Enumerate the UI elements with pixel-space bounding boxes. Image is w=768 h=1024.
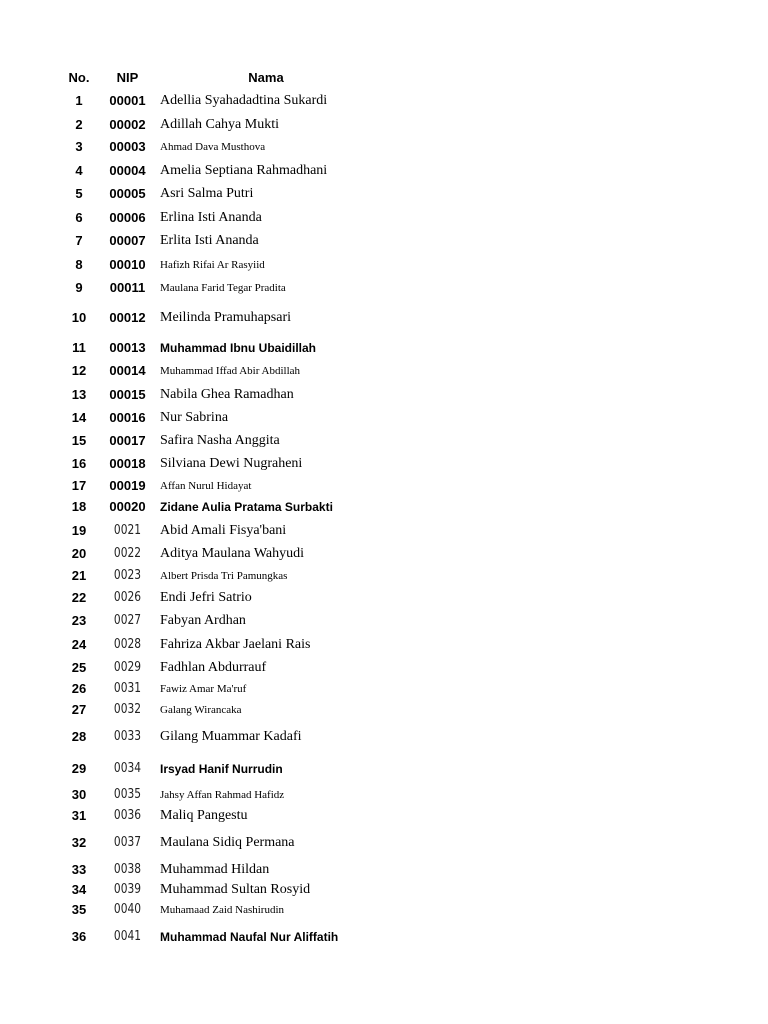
table-row	[0, 278, 768, 298]
row-number: 32	[71, 835, 87, 850]
row-number: 34	[71, 882, 87, 897]
row-nama: Muhammad Iffad Abir Abdillah	[160, 365, 301, 377]
table-row	[0, 588, 768, 608]
row-nip: 0027	[113, 613, 142, 628]
table-row	[0, 900, 768, 920]
row-number: 17	[71, 478, 87, 493]
row-number: 35	[71, 902, 87, 917]
row-number: 27	[71, 702, 87, 717]
row-number: 12	[71, 363, 87, 378]
table-row	[0, 806, 768, 826]
table-row	[0, 161, 768, 181]
row-nama: Muhammad Hildan	[160, 862, 270, 877]
table-row	[0, 727, 768, 747]
row-number: 6	[75, 210, 83, 225]
table-header	[0, 68, 768, 88]
row-nip: 00011	[109, 280, 146, 295]
row-nama: Abid Amali Fisya'bani	[160, 523, 287, 538]
row-nip: 00015	[109, 387, 146, 402]
row-nip: 0026	[113, 590, 142, 605]
row-nip: 0033	[113, 729, 142, 744]
column-header-nama: Nama	[248, 70, 284, 85]
row-number: 15	[71, 433, 87, 448]
row-nip: 0041	[113, 929, 142, 944]
row-number: 19	[71, 523, 87, 538]
row-nama: Muhammad Sultan Rosyid	[160, 882, 311, 897]
row-number: 2	[75, 117, 83, 132]
row-nama: Irsyad Hanif Nurrudin	[160, 762, 283, 776]
row-nip: 00007	[109, 233, 146, 248]
table-row	[0, 137, 768, 157]
row-nama: Maulana Farid Tegar Pradita	[160, 282, 286, 294]
row-nip: 00004	[109, 163, 146, 178]
row-number: 28	[71, 729, 87, 744]
table-row	[0, 454, 768, 474]
row-number: 16	[71, 456, 87, 471]
row-nama: Erlita Isti Ananda	[160, 233, 259, 248]
row-nama: Meilinda Pramuhapsari	[160, 310, 292, 325]
row-nama: Endi Jefri Satrio	[160, 590, 252, 605]
table-row	[0, 385, 768, 405]
row-nama: Erlina Isti Ananda	[160, 210, 262, 225]
row-nama: Fahriza Akbar Jaelani Rais	[160, 637, 311, 652]
table-row	[0, 476, 768, 496]
row-nip: 00016	[109, 410, 146, 425]
row-number: 3	[75, 139, 83, 154]
table-row	[0, 785, 768, 805]
table-row	[0, 521, 768, 541]
row-nama: Amelia Septiana Rahmadhani	[160, 163, 328, 178]
row-nip: 0021	[113, 523, 142, 538]
row-number: 22	[71, 590, 87, 605]
row-number: 7	[75, 233, 83, 248]
row-nip: 0034	[113, 761, 142, 776]
row-nip: 00006	[109, 210, 146, 225]
row-number: 20	[71, 546, 87, 561]
row-nip: 00001	[109, 93, 146, 108]
row-nip: 0031	[113, 681, 142, 696]
row-nama: Nur Sabrina	[160, 410, 229, 425]
table-row	[0, 208, 768, 228]
row-nama: Albert Prisda Tri Pamungkas	[160, 570, 288, 582]
table-row	[0, 759, 768, 779]
table-row	[0, 255, 768, 275]
row-nama: Ahmad Dava Musthova	[160, 141, 266, 153]
table-row	[0, 184, 768, 204]
table-row	[0, 927, 768, 947]
table-row	[0, 566, 768, 586]
row-nama: Nabila Ghea Ramadhan	[160, 387, 294, 402]
table-row	[0, 308, 768, 328]
row-nip: 0036	[113, 808, 142, 823]
row-nip: 0029	[113, 660, 142, 675]
row-number: 11	[72, 340, 86, 355]
row-nip: 0039	[113, 882, 142, 897]
row-number: 18	[71, 499, 87, 514]
table-row	[0, 700, 768, 720]
row-number: 4	[75, 163, 83, 178]
row-nip: 00020	[109, 499, 146, 514]
row-nip: 0035	[113, 787, 142, 802]
row-number: 9	[75, 280, 83, 295]
table-row	[0, 860, 768, 880]
row-number: 1	[75, 93, 83, 108]
table-row	[0, 231, 768, 251]
row-number: 26	[71, 681, 87, 696]
row-nama: Muhammad Naufal Nur Aliffatih	[160, 930, 339, 944]
row-number: 33	[71, 862, 87, 877]
row-nama: Safira Nasha Anggita	[160, 433, 280, 448]
row-nip: 0022	[113, 546, 142, 561]
row-nama: Gilang Muammar Kadafi	[160, 729, 302, 744]
row-number: 8	[75, 257, 83, 272]
row-nama: Maliq Pangestu	[160, 808, 248, 823]
row-nip: 00003	[109, 139, 146, 154]
row-nip: 0040	[113, 902, 142, 917]
table-row	[0, 679, 768, 699]
row-number: 36	[71, 929, 87, 944]
row-nama: Affan Nurul Hidayat	[160, 480, 252, 492]
row-nama: Adillah Cahya Mukti	[160, 117, 279, 132]
table-row	[0, 611, 768, 631]
row-number: 14	[71, 410, 87, 425]
column-header-nip: NIP	[116, 70, 139, 85]
column-header-no: No.	[68, 70, 90, 85]
row-nip: 00013	[109, 340, 146, 355]
table-row	[0, 658, 768, 678]
table-row	[0, 431, 768, 451]
row-nip: 00018	[109, 456, 146, 471]
row-nip: 0032	[113, 702, 142, 717]
row-nip: 00010	[109, 257, 146, 272]
row-number: 31	[71, 808, 87, 823]
row-nip: 0023	[113, 568, 142, 583]
row-nama: Jahsy Affan Rahmad Hafidz	[160, 789, 285, 801]
row-nip: 00012	[109, 310, 146, 325]
row-nama: Asri Salma Putri	[160, 186, 254, 201]
row-nama: Aditya Maulana Wahyudi	[160, 546, 305, 561]
table-row	[0, 361, 768, 381]
row-number: 29	[71, 761, 87, 776]
row-number: 21	[71, 568, 87, 583]
row-nip: 00019	[109, 478, 146, 493]
row-number: 13	[71, 387, 87, 402]
row-nip: 00005	[109, 186, 146, 201]
row-nama: Fabyan Ardhan	[160, 613, 246, 628]
row-nip: 0028	[113, 637, 142, 652]
row-nama: Fawiz Amar Ma'ruf	[160, 683, 247, 695]
row-nama: Adellia Syahadadtina Sukardi	[160, 93, 328, 108]
table-row	[0, 115, 768, 135]
table-row	[0, 338, 768, 358]
table-row	[0, 497, 768, 517]
row-nama: Zidane Aulia Pratama Surbakti	[160, 500, 333, 514]
row-nama: Silviana Dewi Nugraheni	[160, 456, 303, 471]
row-number: 5	[75, 186, 83, 201]
table-row	[0, 635, 768, 655]
row-number: 24	[71, 637, 87, 652]
table-row	[0, 833, 768, 853]
row-nip: 00014	[109, 363, 146, 378]
row-nip: 0038	[113, 862, 142, 877]
row-nip: 0037	[113, 835, 142, 850]
row-nama: Hafizh Rifai Ar Rasyiid	[160, 259, 265, 271]
table-row	[0, 880, 768, 900]
row-nama: Fadhlan Abdurrauf	[160, 660, 267, 675]
row-nama: Galang Wirancaka	[160, 704, 242, 716]
row-number: 10	[71, 310, 87, 325]
row-number: 25	[71, 660, 87, 675]
row-nip: 00017	[109, 433, 146, 448]
table-row	[0, 91, 768, 111]
row-number: 30	[71, 787, 87, 802]
row-number: 23	[71, 613, 87, 628]
row-nama: Muhammad Ibnu Ubaidillah	[160, 341, 317, 355]
table-row	[0, 408, 768, 428]
row-nama: Maulana Sidiq Permana	[160, 835, 295, 850]
table-row	[0, 544, 768, 564]
row-nip: 00002	[109, 117, 146, 132]
row-nama: Muhamaad Zaid Nashirudin	[160, 904, 285, 916]
